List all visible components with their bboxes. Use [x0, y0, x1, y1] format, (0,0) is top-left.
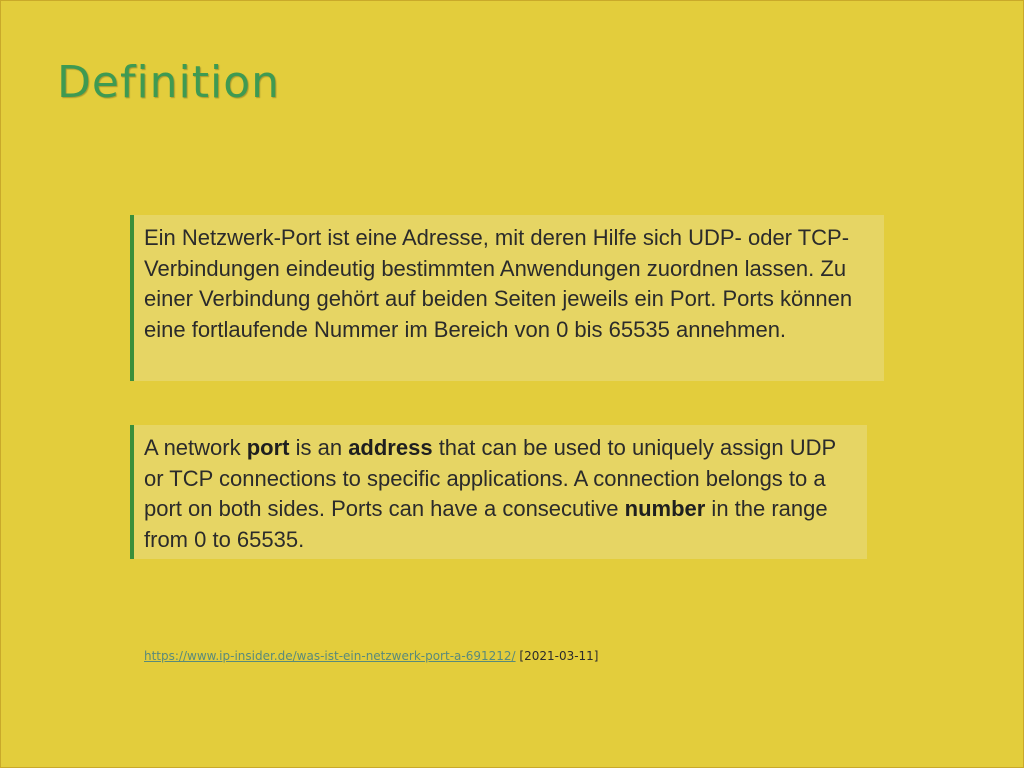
source-date: [2021-03-11] [519, 649, 599, 663]
english-definition-part3: that can be used to uniquely assign UDP or TCP connections to specific applications. A connection belongs to a port on both sides. Ports can have a consecutive [144, 435, 836, 521]
keyword-port: port [246, 435, 290, 460]
keyword-address: address [348, 435, 433, 460]
source-citation [144, 649, 599, 663]
german-definition-text: Ein Netzwerk-Port ist eine Adresse, mit deren Hilfe sich UDP- oder TCP-Verbindungen eindeutig bestimmten Anwendungen zuordnen lassen. Zu einer Verbindung gehört auf beiden Seiten jeweils ein Port. Ports können eine fortlaufende Nummer im Bereich von 0 bis 65535 annehmen. [144, 225, 853, 342]
english-definition-part2: is an [289, 435, 349, 460]
english-definition-part1: A network [144, 435, 247, 460]
source-link[interactable]: https://www.ip-insider.de/was-ist-ein-netzwerk-port-a-691212/ [144, 649, 516, 663]
english-definition-part4: in the range from 0 to 65535. [144, 496, 828, 552]
slide-title: Definition [57, 57, 281, 108]
german-definition-block [130, 215, 884, 381]
keyword-number: number [624, 496, 706, 521]
english-definition-block [130, 425, 867, 559]
